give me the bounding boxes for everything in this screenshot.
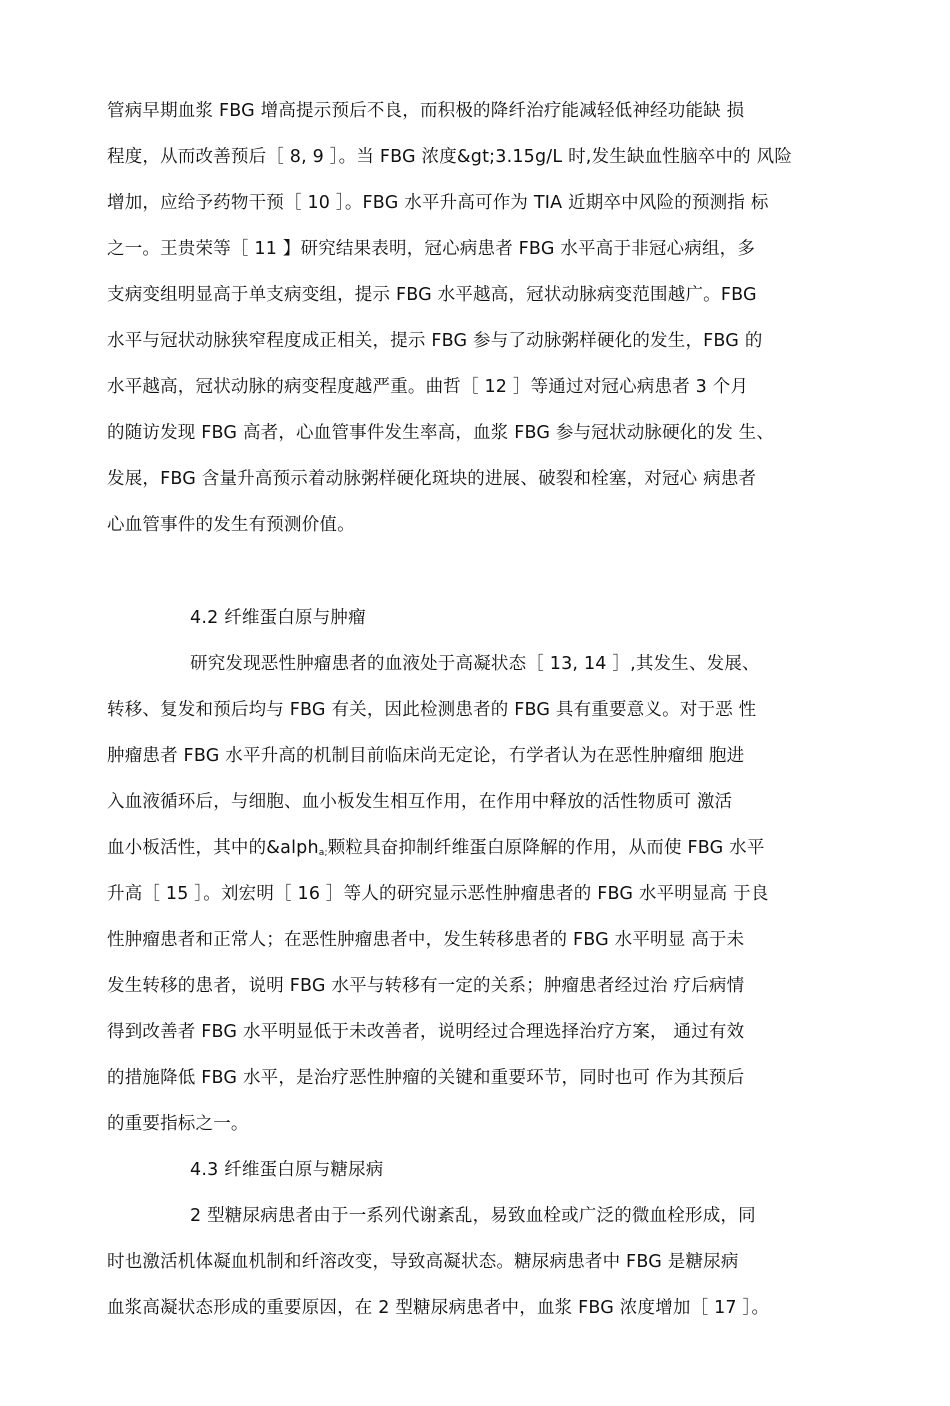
text-segment: 颗粒具奋抑制纤维蛋白原降解的作用，从而使 FBG 水平 [327,838,765,858]
text-line: 之一。王贵荣等［ 11 】研究结果表明，冠心病患者 FBG 水平高于非冠心病组，多 [107,239,756,259]
text-line: 2 型糖尿病患者由于一系列代谢紊乱，易致血栓或广泛的微血栓形成，同 [190,1206,756,1226]
text-line [107,836,765,865]
text-line: 时也激活机体凝血机制和纤溶改变，导致高凝状态。糖尿病患者中 FBG 是糖尿病 [107,1252,739,1272]
text-line: 增加，应给予药物干预［ 10 ］。FBG 水平升高可作为 TIA 近期卒中风险的预测指 标 [107,193,769,213]
text-line: 转移、复发和预后均与 FBG 有关，因此检测患者的 FBG 具有重要意义。对于恶 性 [107,700,757,720]
text-line: 肿瘤患者 FBG 水平升高的机制目前临床尚无定论，冇学者认为在恶性肿瘤细 胞进 [107,746,745,766]
text-line: 的重要指标之一。 [107,1114,249,1134]
text-line: 程度，从而改善预后［ 8, 9 ］。当 FBG 浓度&gt;3.15g/L 时,发生缺血性脑卒中的 风险 [107,147,793,167]
text-line: 水平与冠状动脉狭窄程度成正相关，提示 FBG 参与了动脉粥样硬化的发生，FBG 的 [107,331,763,351]
text-line: 血浆高凝状态形成的重要原因，在 2 型糖尿病患者中，血浆 FBG 浓度增加［ 17 ］。 [107,1298,770,1318]
text-line: 发生转移的患者，说明 FBG 水平与转移有一定的关系；肿瘤患者经过治 疗后病情 [107,976,745,996]
text-line: 支病变组明显高于单支病变组，提示 FBG 水平越高，冠状动脉病变范围越广。FBG [107,285,757,305]
text-line: 发展，FBG 含量升高预示着动脉粥样硬化斑块的进展、破裂和栓塞，对冠心 病患者 [107,469,757,489]
text-line: 升高［ 15 ］。刘宏明［ 16 ］等人的研究显示恶性肿瘤患者的 FBG 水平明显高 于良 [107,884,769,904]
section-heading: 4.3 纤维蛋白原与糖尿病 [190,1160,384,1180]
text-line: 的措施降低 FBG 水平，是治疗恶性肿瘤的关键和重要环节，同时也可 作为其预后 [107,1068,745,1088]
text-line: 性肿瘤患者和正常人；在恶性肿瘤患者中，发生转移患者的 FBG 水平明显 高于未 [107,930,745,950]
text-line: 心血管事件的发生有预测价值。 [107,515,355,535]
text-line: 得到改善者 FBG 水平明显低于未改善者，说明经过合理选择治疗方案， 通过有效 [107,1022,745,1042]
text-line: 入血液循环后，与细胞、血小板发生相互作用，在作用中释放的活性物质可 激活 [107,792,733,812]
text-segment: 血小板活性，其中的&alph [107,838,319,858]
section-heading: 4.2 纤维蛋白原与肿瘤 [190,608,366,628]
text-line: 的随访发现 FBG 高者，心血管事件发生率高，血浆 FBG 参与冠状动脉硬化的发 生、 [107,423,775,443]
text-line: 水平越高，冠状动脉的病变程度越严重。曲哲［ 12 ］等通过对冠心病患者 3 个月 [107,377,749,397]
subscript-text: a; [318,848,328,858]
text-line: 研究发现恶性肿瘤患者的血液处于高凝状态［ 13, 14 ］,其发生、发展、 [190,654,760,674]
text-line: 管病早期血浆 FBG 增高提示预后不良，而积极的降纤治疗能减轻低神经功能缺 损 [107,101,745,121]
